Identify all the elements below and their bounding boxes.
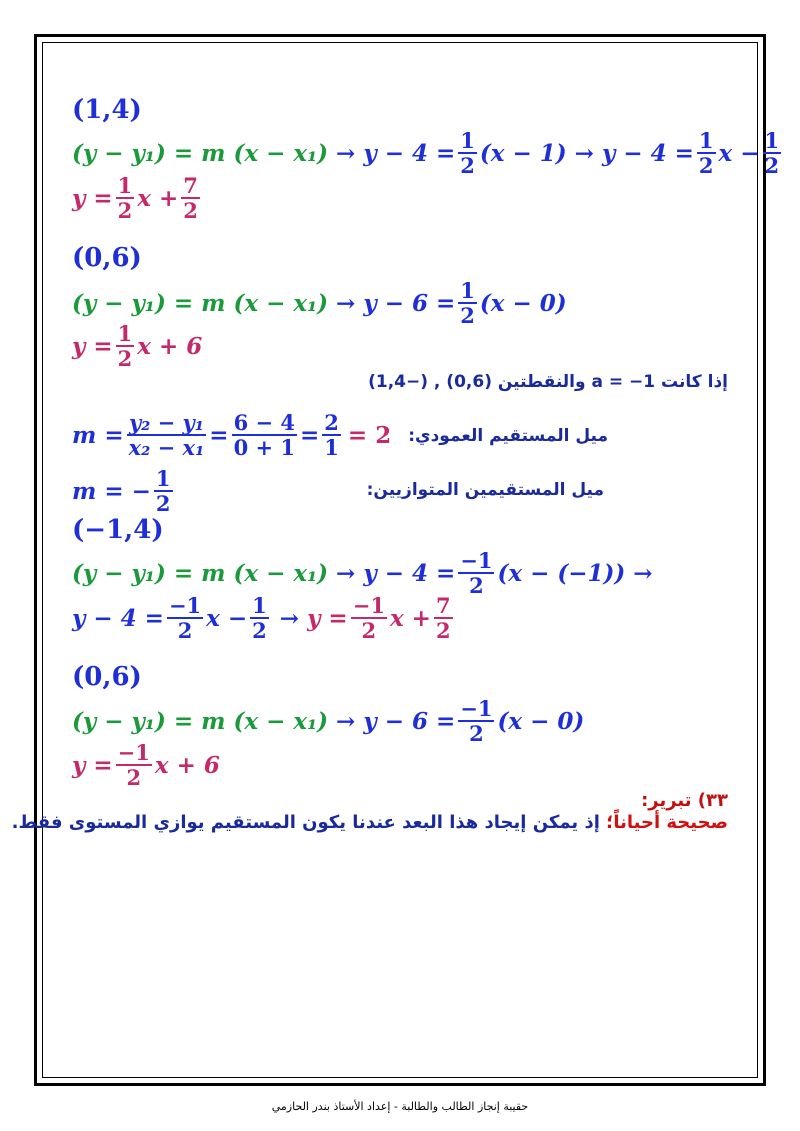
point-neg1-4: (−1,4) — [72, 515, 164, 545]
parallel-slope-label: ميل المستقيمين المتوازيين: — [366, 480, 604, 500]
justify-answer — [12, 812, 728, 833]
result-line-1: y = $\frac{1}{2}$ x + $\frac{7}{2}$ — [72, 173, 198, 223]
parallel-slope-equation: m = − $\frac{1}{2}$ — [72, 466, 171, 516]
point-1-4: (1,4) — [72, 95, 142, 125]
point-0-6-second: (0,6) — [72, 662, 142, 692]
equation-line-2: (y − y₁) = m (x − x₁) → y − 6 = $\frac{1}{2}$ (x − 0) — [72, 278, 567, 328]
equation-line-3b: y − 4 = $\frac{-1}{2}$ x − $\frac{1}{2}$ → y = $\frac{-1}{2}$ x + $\frac{7}{2}$ — [72, 593, 451, 643]
perp-slope-label: ميل المستقيم العمودي: — [408, 426, 608, 446]
equation-line-1: (y − y₁) = m (x − x₁) → y − 4 = $\frac{1}{2}$ (x − 1) → y − 4 = $\frac{1}{2}$ x − $\frac{1}{2}$ — [72, 128, 780, 178]
justify-heading: ٣٣) تبرير: — [641, 790, 728, 811]
page-footer: حقيبة إنجاز الطالب والطالبة - إعداد الأستاذ بندر الحازمي — [271, 1100, 529, 1113]
result-line-4: y = $\frac{-1}{2}$ x + 6 — [72, 740, 220, 790]
point-0-6: (0,6) — [72, 243, 142, 273]
justify-answer-rest: إذ يمكن إيجاد هذا البعد عندنا يكون المستقيم يوازي المستوى فقط. — [11, 812, 600, 833]
result-line-2: y = $\frac{1}{2}$ x + 6 — [72, 321, 203, 371]
equation-line-4: (y − y₁) = m (x − x₁) → y − 6 = $\frac{-1}{2}$ (x − 0) — [72, 696, 585, 746]
justify-answer-red: صحيحة أحياناً؛ — [606, 812, 728, 833]
condition-text: إذا كانت a = −1 والنقطتين (0,6) , (−1,4) — [368, 372, 728, 392]
equation-line-3: (y − y₁) = m (x − x₁) → y − 4 = $\frac{-1}{2}$ (x − (−1)) → — [72, 548, 653, 598]
perp-slope-equation: m = $\frac{\text{y₂ − y₁}}{\text{x₂ − x₁}}$ = $\frac{6 - 4}{0 + 1}$ = $\frac{2}{1}$ = 2 — [72, 410, 392, 460]
